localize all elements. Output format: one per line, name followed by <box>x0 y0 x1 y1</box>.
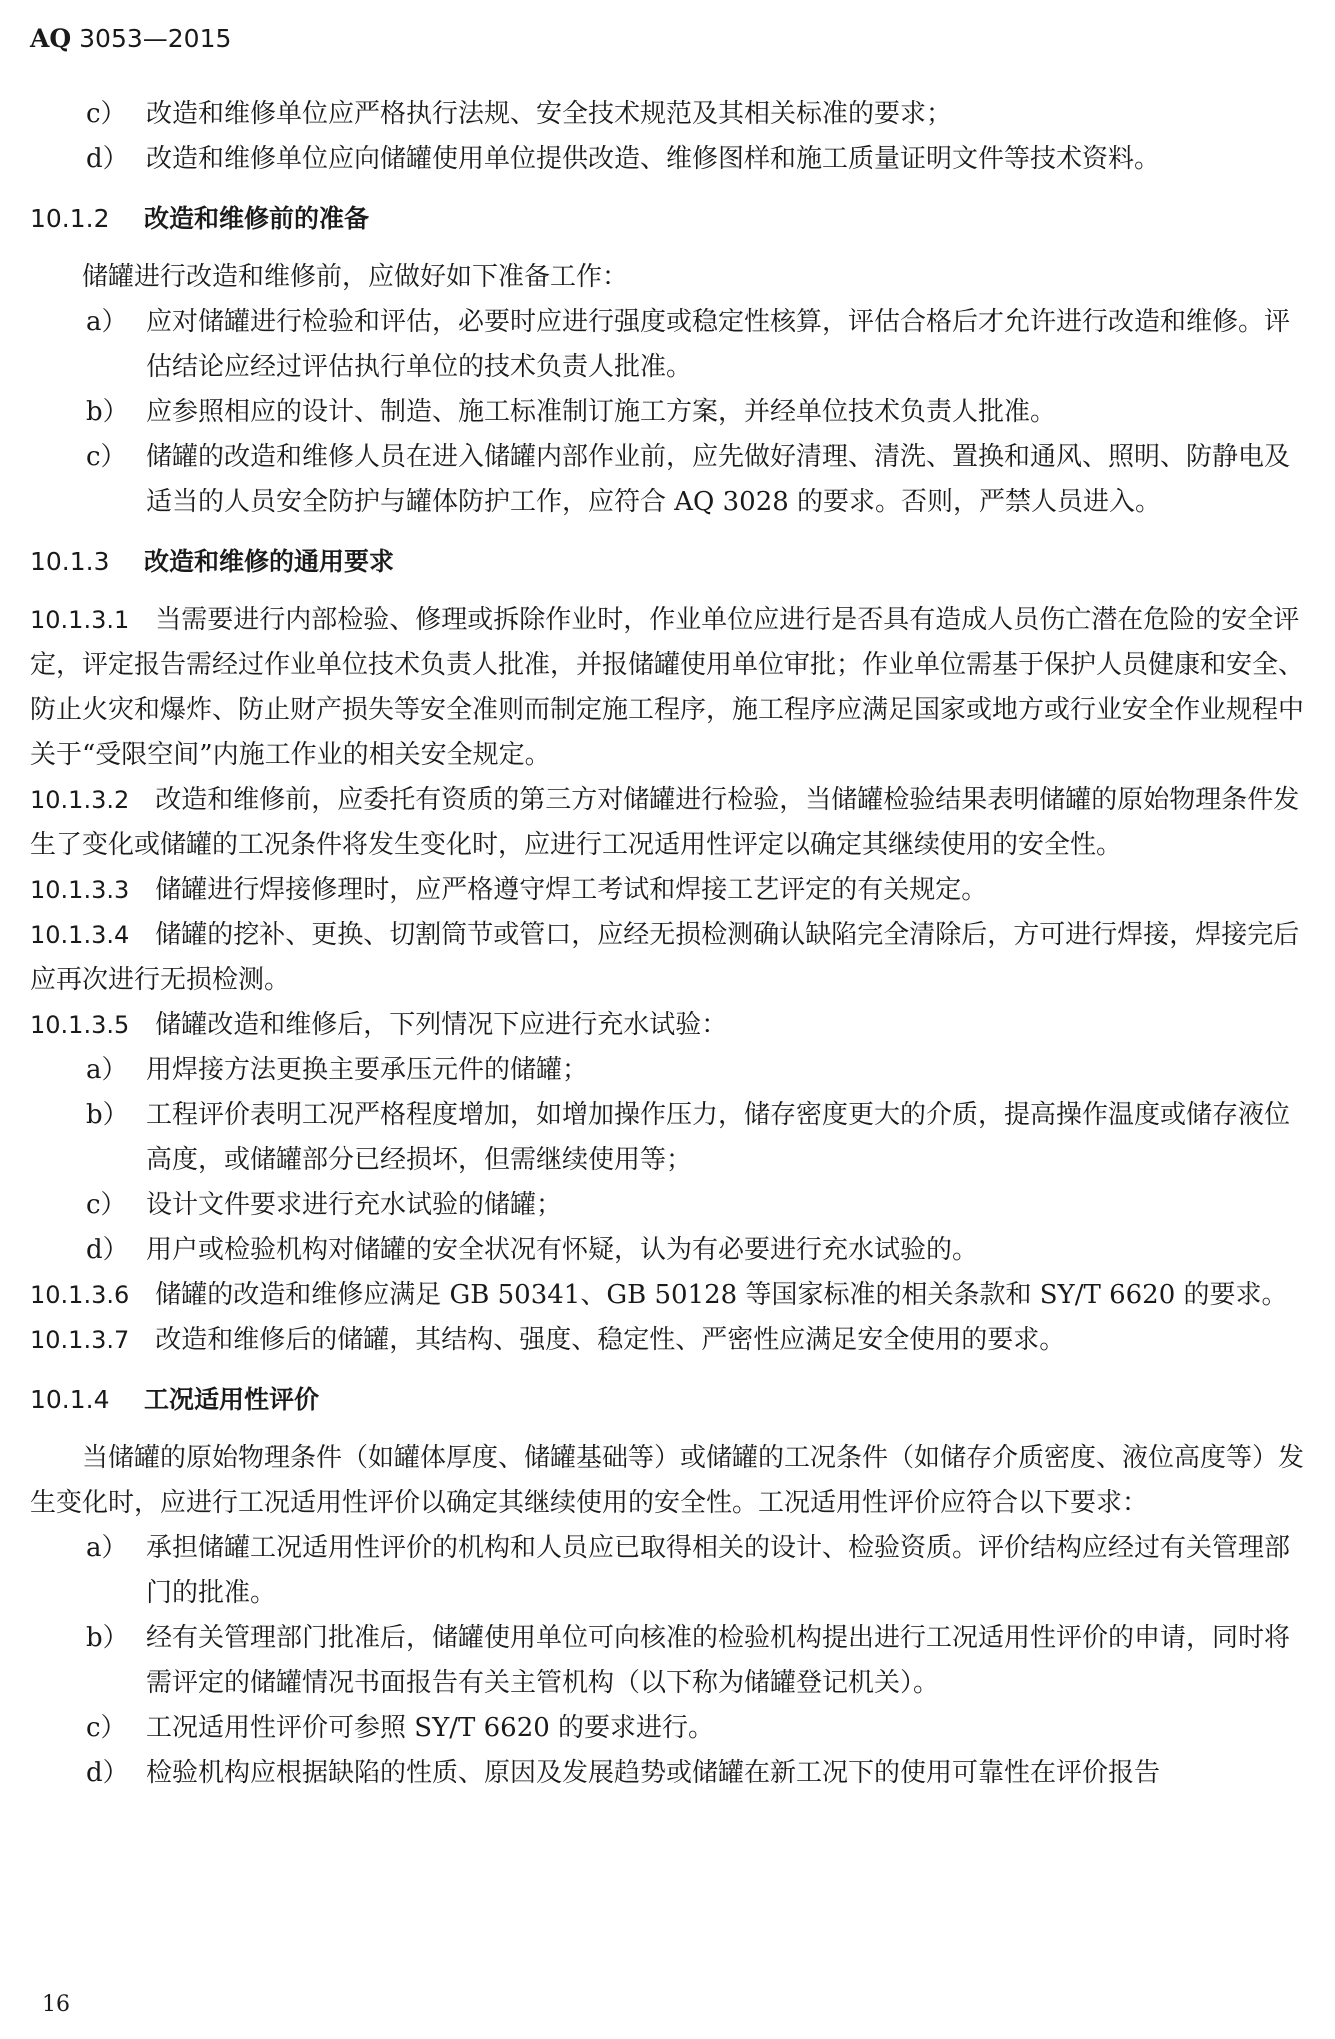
list-text: 应参照相应的设计、制造、施工标准制订施工方案，并经单位技术负责人批准。 <box>146 397 1057 427</box>
section-title: 改造和维修前的准备 <box>144 204 370 233</box>
clause <box>30 1003 1310 1048</box>
list-marker: c） <box>86 442 127 472</box>
section-title: 工况适用性评价 <box>144 1385 320 1414</box>
clause <box>30 913 1310 1003</box>
list-text: 经有关管理部门批准后，储罐使用单位可向核准的检验机构提出进行工况适用性评价的申请，同时将需评定的储罐情况书面报告有关主管机构（以下称为储罐登记机关）。 <box>146 1623 1291 1698</box>
clause-text: 储罐进行焊接修理时，应严格遵守焊工考试和焊接工艺评定的有关规定。 <box>155 875 988 905</box>
list-marker: b） <box>86 1623 129 1653</box>
list-marker: a） <box>86 307 128 337</box>
list-marker: d） <box>86 144 129 174</box>
clause-text: 改造和维修前，应委托有资质的第三方对储罐进行检验，当储罐检验结果表明储罐的原始物理条件发生了变化或储罐的工况条件将发生变化时，应进行工况适用性评定以确定其继续使用的安全性。 <box>30 785 1300 860</box>
list-marker: c） <box>86 1190 127 1220</box>
list-marker: d） <box>86 1758 129 1788</box>
section-heading <box>30 539 1310 584</box>
clause <box>30 1273 1310 1318</box>
list-text: 工况适用性评价可参照 SY/T 6620 的要求进行。 <box>146 1713 715 1743</box>
list-text: 工程评价表明工况严格程度增加，如增加操作压力，储存密度更大的介质，提高操作温度或储存液位高度，或储罐部分已经损坏，但需继续使用等； <box>146 1100 1291 1175</box>
section-heading <box>30 196 1310 241</box>
list-marker: b） <box>86 397 129 427</box>
list-item <box>30 390 1310 435</box>
clause-text: 储罐的挖补、更换、切割筒节或管口，应经无损检测确认缺陷完全清除后，方可进行焊接，焊接完后应再次进行无损检测。 <box>30 920 1300 995</box>
list-text: 设计文件要求进行充水试验的储罐； <box>146 1190 563 1220</box>
list-item <box>30 1616 1310 1706</box>
page-number: 16 <box>42 1992 70 2017</box>
standard-header <box>30 24 231 53</box>
list-item <box>30 1048 1310 1093</box>
clause <box>30 868 1310 913</box>
list-item <box>30 1183 1310 1228</box>
document-body <box>30 92 1310 1796</box>
section-title: 改造和维修的通用要求 <box>144 547 395 576</box>
list-item <box>30 1228 1310 1273</box>
standard-number: 3053—2015 <box>79 24 232 53</box>
list-marker: b） <box>86 1100 129 1130</box>
clause <box>30 598 1310 778</box>
clause-number: 10.1.3.1 <box>30 606 130 634</box>
clause-number: 10.1.3.4 <box>30 921 130 949</box>
standard-code: AQ <box>30 24 72 53</box>
clause-text: 改造和维修后的储罐，其结构、强度、稳定性、严密性应满足安全使用的要求。 <box>155 1325 1066 1355</box>
list-item <box>30 1526 1310 1616</box>
list-text: 用焊接方法更换主要承压元件的储罐； <box>146 1055 589 1085</box>
paragraph: 储罐进行改造和维修前，应做好如下准备工作： <box>82 262 629 292</box>
list-text: 检验机构应根据缺陷的性质、原因及发展趋势或储罐在新工况下的使用可靠性在评价报告 <box>146 1758 1161 1788</box>
list-marker: a） <box>86 1055 128 1085</box>
list-text: 承担储罐工况适用性评价的机构和人员应已取得相关的设计、检验资质。评价结构应经过有关管理部门的批准。 <box>146 1533 1291 1608</box>
list-text: 应对储罐进行检验和评估，必要时应进行强度或稳定性核算，评估合格后才允许进行改造和维修。评估结论应经过评估执行单位的技术负责人批准。 <box>146 307 1291 382</box>
list-text: 改造和维修单位应严格执行法规、安全技术规范及其相关标准的要求； <box>146 99 953 129</box>
clause-number: 10.1.3.5 <box>30 1011 130 1039</box>
list-marker: c） <box>86 1713 127 1743</box>
section-number: 10.1.2 <box>30 204 110 233</box>
section-heading <box>30 1377 1310 1422</box>
list-text: 储罐的改造和维修人员在进入储罐内部作业前，应先做好清理、清洗、置换和通风、照明、防静电及适当的人员安全防护与罐体防护工作，应符合 AQ 3028 的要求。否则，严禁人员进入。 <box>146 442 1291 517</box>
section-number: 10.1.4 <box>30 1385 110 1414</box>
list-item <box>30 1093 1310 1183</box>
list-item <box>30 1751 1310 1796</box>
clause-number: 10.1.3.6 <box>30 1281 130 1309</box>
list-item <box>30 137 1310 182</box>
clause <box>30 778 1310 868</box>
section-number: 10.1.3 <box>30 547 110 576</box>
clause <box>30 1318 1310 1363</box>
list-item <box>30 1706 1310 1751</box>
clause-text: 储罐改造和维修后，下列情况下应进行充水试验： <box>155 1010 728 1040</box>
clause-number: 10.1.3.7 <box>30 1326 130 1354</box>
clause-text: 当需要进行内部检验、修理或拆除作业时，作业单位应进行是否具有造成人员伤亡潜在危险的安全评定，评定报告需经过作业单位技术负责人批准，并报储罐使用单位审批；作业单位需基于保护人员健康和安全、防止火灾和爆炸、防止财产损失等安全准则而制定施工程序，施工程序应满足国家或地方或行业安全作业规程中关于“受限空间”内施工作业的相关安全规定。 <box>30 605 1305 770</box>
list-marker: d） <box>86 1235 129 1265</box>
clause-text: 储罐的改造和维修应满足 GB 50341、GB 50128 等国家标准的相关条款和 SY/T 6620 的要求。 <box>155 1280 1288 1310</box>
list-text: 用户或检验机构对储罐的安全状况有怀疑，认为有必要进行充水试验的。 <box>146 1235 979 1265</box>
list-item <box>30 92 1310 137</box>
list-item <box>30 435 1310 525</box>
clause-number: 10.1.3.2 <box>30 786 130 814</box>
list-marker: a） <box>86 1533 128 1563</box>
paragraph: 当储罐的原始物理条件（如罐体厚度、储罐基础等）或储罐的工况条件（如储存介质密度、液位高度等）发生变化时，应进行工况适用性评价以确定其继续使用的安全性。工况适用性评价应符合以下要求： <box>30 1443 1305 1518</box>
clause-number: 10.1.3.3 <box>30 876 130 904</box>
list-marker: c） <box>86 99 127 129</box>
list-item <box>30 300 1310 390</box>
list-text: 改造和维修单位应向储罐使用单位提供改造、维修图样和施工质量证明文件等技术资料。 <box>146 144 1161 174</box>
